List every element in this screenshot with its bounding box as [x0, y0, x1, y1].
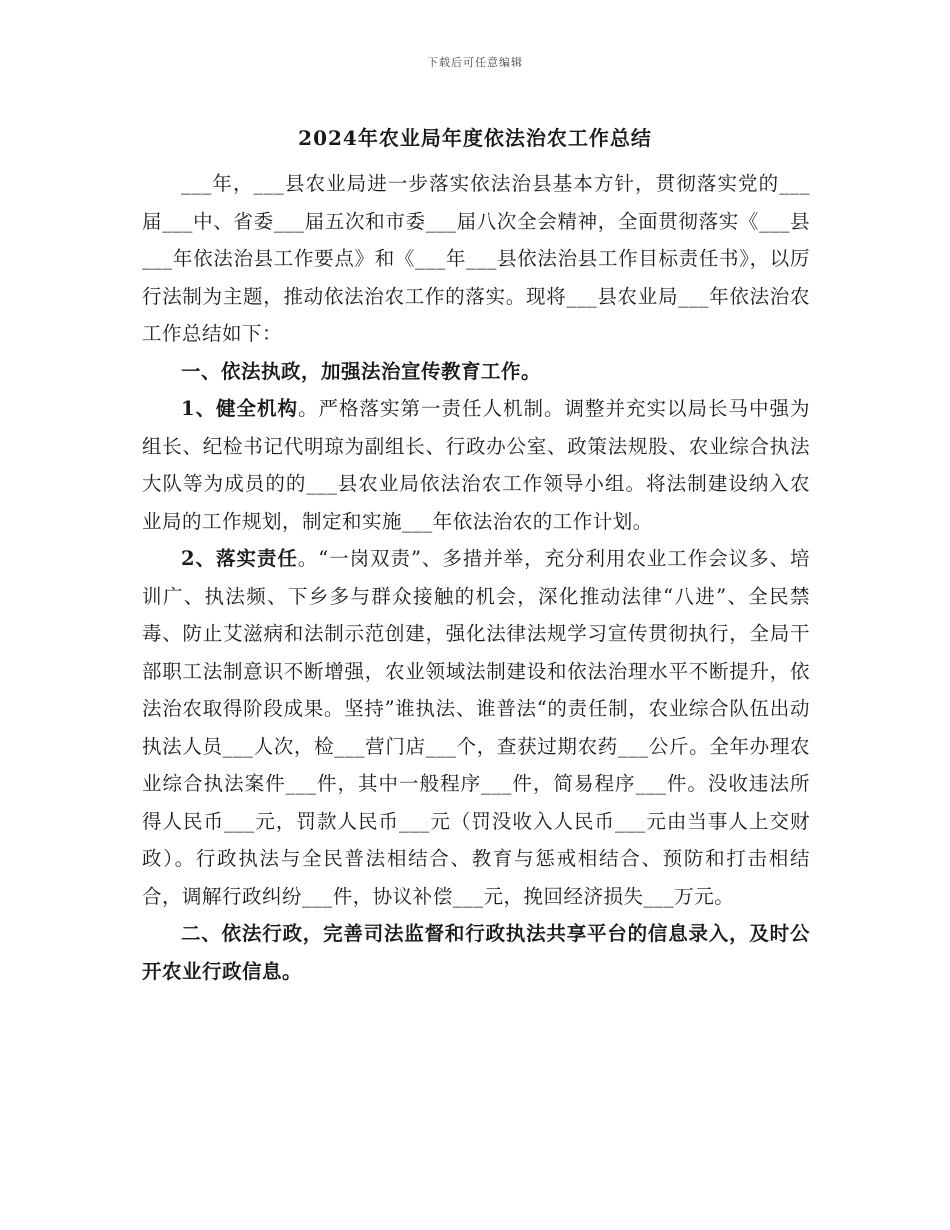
item-2-paragraph [142, 540, 810, 915]
document-title: 2024年农业局年度依法治农工作总结 [298, 126, 652, 150]
item-1-lead: 1、健全机构 [181, 397, 299, 420]
item-1-text: 。严格落实第一责任人机制。调整并充实以局长马中强为组长、纪检书记代明琼为副组长、行政办公室、政策法规股、农业综合执法大队等为成员的的___县农业局依法治农工作领导小组。将法制建设纳入农业局的工作规划，制定和实施___年依法治农的工作计划。 [142, 397, 810, 533]
document-body [142, 165, 810, 990]
section-1-heading: 一、依法执政，加强法治宣传教育工作。 [181, 359, 542, 383]
item-2-lead: 2、落实责任 [181, 547, 298, 570]
intro-paragraph: ___年，___县农业局进一步落实依法治县基本方针，贯彻落实党的___届___中、省委___届五次和市委___届八次全会精神，全面贯彻落实《___县___年依法治县工作要点》和《___年___县依法治县工作目标责任书》，以厉行法制为主题，推动依法治农工作的落实。现将___县农业局___年依法治农工作总结如下： [142, 172, 810, 345]
item-2-text: 。“一岗双责”、多措并举，充分利用农业工作会议多、培训广、执法频、下乡多与群众接触的机会，深化推动法律“八进”、全民禁毒、防止艾滋病和法制示范创建，强化法律法规学习宣传贯彻执行，全局干部职工法制意识不断增强，农业领域法制建设和依法治理水平不断提升，依法治农取得阶段成果。坚持”谁执法、谁普法“的责任制，农业综合队伍出动执法人员___人次，检___营门店___个，查获过期农药___公斤。全年办理农业综合执法案件___件，其中一般程序___件，简易程序___件。没收违法所得人民币___元，罚款人民币___元（罚没收入人民币___元由当事人上交财政）。行政执法与全民普法相结合、教育与惩戒相结合、预防和打击相结合，调解行政纠纷___件，协议补偿___元，挽回经济损失___万元。 [142, 547, 810, 908]
header-note: 下载后可任意编辑 [427, 56, 523, 69]
section-2-heading: 二、依法行政，完善司法监督和行政执法共享平台的信息录入，及时公开农业行政信息。 [142, 922, 810, 983]
item-1-paragraph [142, 390, 810, 540]
